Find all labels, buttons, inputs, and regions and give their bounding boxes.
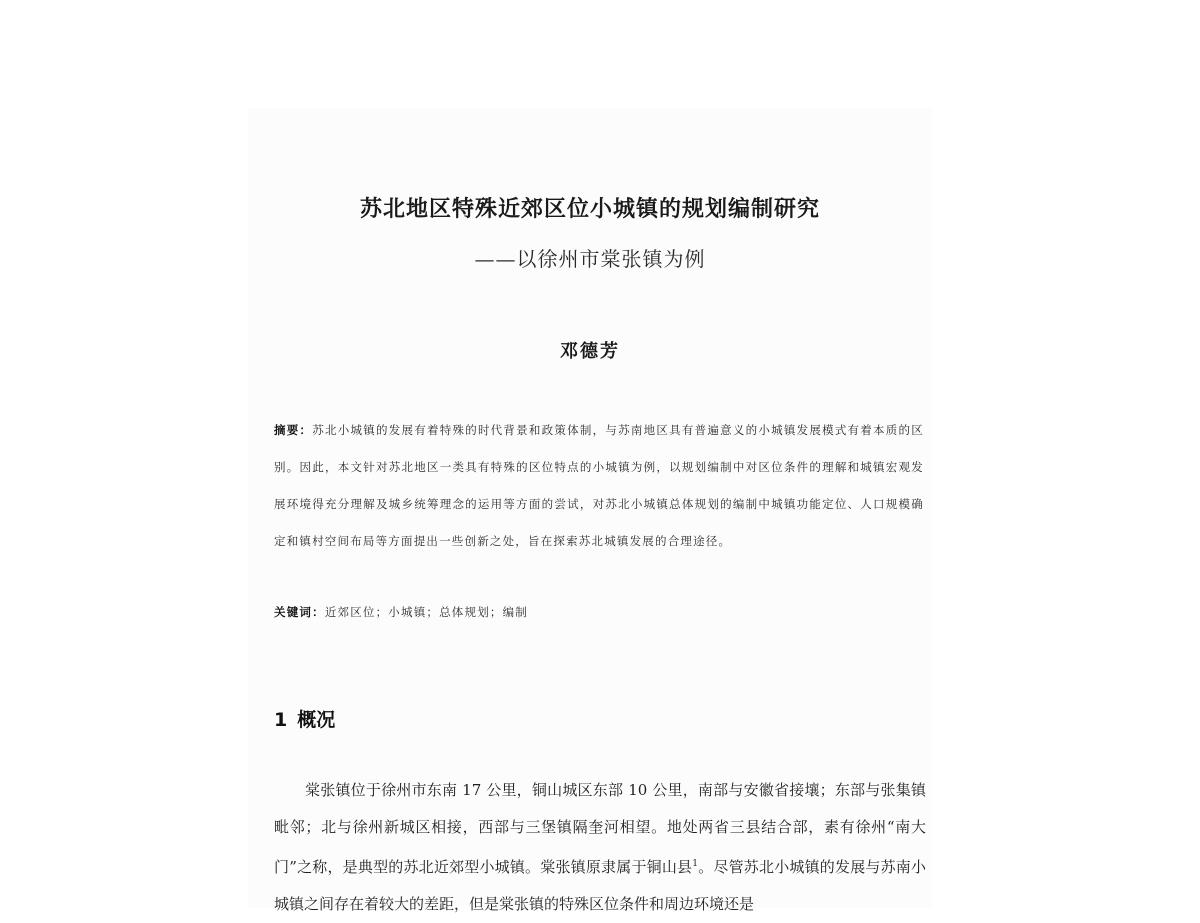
section-heading (274, 705, 335, 732)
paragraph-text-part1: 棠张镇位于徐州市东南 17 公里，铜山城区东部 10 公里，南部与安徽省接壤；东部与张集镇毗邻；北与徐州新城区相接，西部与三堡镇隔奎河相望。地处两省三县结合部，素有徐州“南大门”之称，是典型的苏北近郊型小城镇。棠张镇原隶属于铜山县 (274, 781, 926, 876)
abstract-text: 苏北小城镇的发展有着特殊的时代背景和政策体制，与苏南地区具有普遍意义的小城镇发展模式有着本质的区别。因此，本文针对苏北地区一类具有特殊的区位特点的小城镇为例，以规划编制中对区位条件的理解和城镇宏观发展环境得充分理解及城乡统筹理念的运用等方面的尝试，对苏北小城镇总体规划的编制中城镇功能定位、人口规模确定和镇村空间布局等方面提出一些创新之处，旨在探索苏北城镇发展的合理途径。 (274, 423, 924, 548)
abstract (274, 412, 924, 560)
abstract-label: 摘要： (274, 423, 313, 437)
body-paragraph (274, 772, 926, 923)
keywords-text: 近郊区位；小城镇；总体规划；编制 (324, 605, 529, 619)
paragraph-text-part2: 。尽管苏北小城镇的发展与苏南小城镇之间存在着较大的差距，但是棠张镇的特殊区位条件和周边环境还是 (274, 858, 926, 913)
keywords-label: 关键词： (274, 605, 325, 619)
footnote-ref[interactable]: 1 (692, 859, 698, 869)
paper-title: 苏北地区特殊近郊区位小城镇的规划编制研究 (359, 197, 820, 222)
keywords (274, 602, 924, 622)
section-number: 1 (274, 709, 288, 731)
paper-subtitle: ——以徐州市棠张镇为例 (474, 247, 706, 271)
section-title: 概况 (297, 709, 336, 731)
paper-page (248, 108, 932, 913)
paper-author: 邓德芳 (560, 341, 620, 362)
